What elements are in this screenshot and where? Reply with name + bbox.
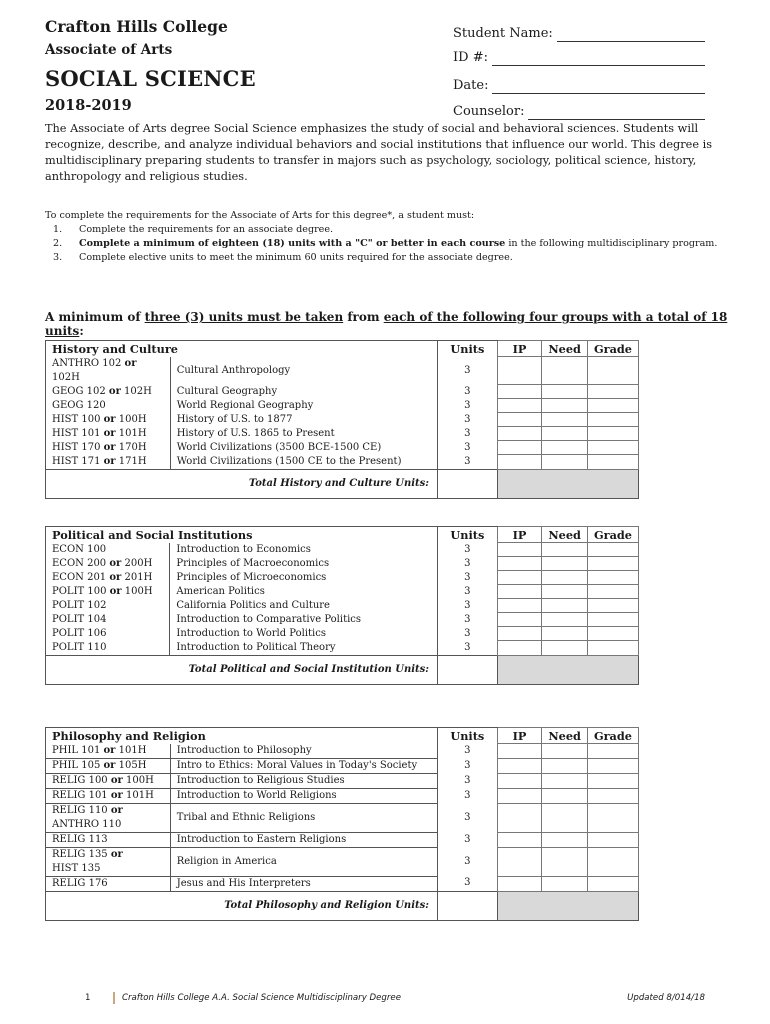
table-row: [46, 847, 639, 876]
course-code: HIST 100: [52, 413, 104, 425]
course-title: Introduction to World Religions: [170, 788, 437, 803]
or-text: or: [110, 804, 123, 816]
or-text: or: [109, 557, 122, 569]
alt-course-code: 102H: [120, 385, 152, 397]
course-code-cell: [46, 557, 170, 571]
updated-date: Updated 8/014/18: [627, 993, 705, 1003]
list-item: [53, 223, 725, 237]
course-title: World Regional Geography: [170, 399, 437, 413]
course-code: PHIL 105: [52, 759, 104, 771]
student-id-field[interactable]: [453, 42, 705, 66]
or-text: or: [110, 789, 123, 801]
group-name: Political and Social Institutions: [46, 527, 438, 543]
blank-line[interactable]: [492, 52, 705, 66]
ip-cell[interactable]: [497, 641, 542, 656]
heading-underlined: each of the following four groups with a total of 18 units: [45, 310, 728, 338]
course-units: 3: [437, 455, 497, 470]
course-code: GEOG 120: [52, 399, 106, 411]
table-row: [46, 641, 639, 656]
grade-cell[interactable]: [587, 599, 638, 613]
grade-cell[interactable]: [587, 441, 638, 455]
total-units-cell[interactable]: [437, 891, 497, 920]
table-row: [46, 413, 639, 427]
need-cell[interactable]: [542, 385, 588, 399]
units-header: Units: [437, 527, 497, 543]
need-cell[interactable]: [542, 413, 588, 427]
course-title: Cultural Geography: [170, 385, 437, 399]
grade-cell[interactable]: [587, 557, 638, 571]
ip-cell[interactable]: [497, 385, 542, 399]
course-title: History of U.S. to 1877: [170, 413, 437, 427]
grade-cell[interactable]: [587, 413, 638, 427]
course-code: RELIG 101: [52, 789, 111, 801]
ip-cell[interactable]: [497, 399, 542, 413]
shaded-cell: [497, 469, 638, 498]
ip-header: IP: [497, 341, 542, 357]
need-cell[interactable]: [542, 599, 588, 613]
grade-cell[interactable]: [587, 385, 638, 399]
course-code-cell: [46, 876, 171, 891]
shaded-cell: [497, 891, 638, 920]
total-row: [46, 469, 639, 498]
alt-course-code: 102H: [52, 371, 80, 383]
need-cell[interactable]: [542, 758, 588, 773]
groups-heading: [45, 310, 770, 338]
alt-course-code: 100H: [121, 585, 153, 597]
course-code-cell: [46, 599, 170, 613]
course-title: Introduction to World Politics: [170, 627, 438, 641]
program-title: SOCIAL SCIENCE: [45, 66, 256, 91]
course-code: POLIT 104: [52, 613, 107, 625]
table-row: [46, 571, 639, 585]
field-label: ID #:: [453, 50, 488, 65]
alt-course-code: 105H: [115, 759, 147, 771]
list-text: [79, 237, 717, 251]
requirements-lead: To complete the requirements for the Associate of Arts for this degree*, a student must:: [45, 210, 475, 221]
or-text: or: [103, 427, 116, 439]
course-code-cell: [46, 758, 171, 773]
course-units: 3: [437, 773, 497, 788]
table-row: [46, 455, 639, 470]
course-units: 3: [437, 847, 497, 876]
ip-cell[interactable]: [497, 413, 542, 427]
plain-text: in the following multidisciplinary program.: [505, 238, 718, 249]
ip-cell[interactable]: [497, 557, 542, 571]
ip-cell[interactable]: [497, 773, 542, 788]
course-code: RELIG 176: [52, 877, 108, 889]
or-text: or: [103, 441, 116, 453]
field-label: Counselor:: [453, 104, 525, 119]
heading-part: from: [343, 310, 384, 324]
need-cell[interactable]: [542, 773, 588, 788]
course-code-cell: [46, 571, 170, 585]
table-row: [46, 385, 639, 399]
need-cell[interactable]: [542, 585, 588, 599]
need-cell[interactable]: [542, 847, 588, 876]
course-code: ECON 200: [52, 557, 110, 569]
need-cell[interactable]: [542, 543, 588, 557]
or-text: or: [110, 848, 123, 860]
course-code-cell: [46, 357, 171, 385]
course-code-cell: [46, 627, 170, 641]
course-code-cell: [46, 641, 170, 656]
ip-cell[interactable]: [497, 599, 542, 613]
course-units: 3: [437, 613, 497, 627]
grade-cell[interactable]: [587, 571, 638, 585]
program-description: The Associate of Arts degree Social Science emphasizes the study of social and behavioral sciences. Students will recognize, describe, and analyze individual behaviors and social institutions that influence our world. This degree is multidisciplinary preparing students to transfer in majors such as psychology, sociology, political science, history, anthropology and religious studies.: [45, 122, 713, 183]
course-code: ANTHRO 102: [52, 357, 125, 369]
list-number: 1.: [53, 224, 63, 235]
total-units-cell[interactable]: [437, 655, 497, 684]
course-units: 3: [437, 803, 497, 832]
ip-cell[interactable]: [497, 847, 542, 876]
need-cell[interactable]: [542, 613, 588, 627]
shaded-cell: [497, 655, 638, 684]
course-units: 3: [437, 399, 497, 413]
course-code: ECON 201: [52, 571, 110, 583]
units-header: Units: [437, 728, 497, 744]
course-code: POLIT 102: [52, 599, 107, 611]
table-row: [46, 832, 639, 847]
table-row: [46, 803, 639, 832]
student-info-fields: [453, 18, 705, 120]
grade-header: Grade: [587, 728, 638, 744]
course-units: 3: [437, 758, 497, 773]
course-code: RELIG 135: [52, 848, 111, 860]
course-code: RELIG 100: [52, 774, 111, 786]
course-units: 3: [437, 599, 497, 613]
grade-cell[interactable]: [587, 758, 638, 773]
list-item: [53, 251, 725, 265]
need-cell[interactable]: [542, 832, 588, 847]
course-title: American Politics: [170, 585, 438, 599]
need-cell[interactable]: [542, 571, 588, 585]
table-row: [46, 758, 639, 773]
total-label: Total Philosophy and Religion Units:: [46, 891, 438, 920]
need-header: Need: [542, 341, 588, 357]
grade-cell[interactable]: [587, 773, 638, 788]
ip-cell[interactable]: [497, 876, 542, 891]
college-name: Crafton Hills College: [45, 17, 228, 36]
need-header: Need: [542, 728, 588, 744]
footer-divider: [113, 992, 115, 1004]
degree-type: Associate of Arts: [45, 42, 173, 58]
table-row: [46, 399, 639, 413]
course-code-cell: [46, 832, 171, 847]
alt-course-code: 101H: [122, 789, 154, 801]
course-units: 3: [437, 627, 497, 641]
course-title: Tribal and Ethnic Religions: [170, 803, 437, 832]
alt-course-code: 201H: [121, 571, 153, 583]
grade-header: Grade: [587, 527, 638, 543]
course-title: Introduction to Comparative Politics: [170, 613, 438, 627]
table-header-row: [46, 341, 639, 357]
ip-cell[interactable]: [497, 744, 542, 759]
alt-course-code: 101H: [115, 427, 147, 439]
total-row: [46, 891, 639, 920]
need-cell[interactable]: [542, 441, 588, 455]
grade-cell[interactable]: [587, 627, 638, 641]
list-number: 3.: [53, 252, 63, 263]
course-units: 3: [437, 585, 497, 599]
course-units: 3: [437, 744, 497, 759]
group-name: History and Culture: [46, 341, 438, 357]
grade-cell[interactable]: [587, 357, 638, 385]
need-cell[interactable]: [542, 455, 588, 470]
need-cell[interactable]: [542, 876, 588, 891]
list-item: [53, 237, 725, 251]
course-title: Jesus and His Interpreters: [170, 876, 437, 891]
ip-cell[interactable]: [497, 832, 542, 847]
field-label: Date:: [453, 78, 489, 93]
course-title: Introduction to Economics: [170, 543, 438, 557]
table-row: [46, 613, 639, 627]
or-text: or: [103, 744, 116, 756]
table-row: [46, 744, 639, 759]
course-code-cell: [46, 773, 171, 788]
or-text: or: [103, 455, 116, 467]
grade-cell[interactable]: [587, 788, 638, 803]
footer-title: Crafton Hills College A.A. Social Science Multidisciplinary Degree: [122, 993, 401, 1003]
table-row: [46, 543, 639, 557]
grade-cell[interactable]: [587, 613, 638, 627]
course-code-cell: [46, 847, 171, 876]
ip-cell[interactable]: [497, 441, 542, 455]
heading-part: A minimum of: [45, 310, 145, 324]
course-code: RELIG 113: [52, 833, 108, 845]
table-row: [46, 585, 639, 599]
course-code-cell: [46, 788, 171, 803]
table-row: [46, 441, 639, 455]
page-number: 1: [85, 993, 91, 1003]
course-units: 3: [437, 876, 497, 891]
or-text: or: [109, 571, 122, 583]
course-code-cell: [46, 455, 171, 470]
course-title: Introduction to Political Theory: [170, 641, 438, 656]
or-text: or: [110, 774, 123, 786]
total-label: Total History and Culture Units:: [46, 469, 438, 498]
course-title: Introduction to Eastern Religions: [170, 832, 437, 847]
list-text: Complete the requirements for an associate degree.: [79, 224, 334, 235]
alt-course-code: 200H: [121, 557, 153, 569]
course-code: HIST 170: [52, 441, 104, 453]
course-units: 3: [437, 385, 497, 399]
or-text: or: [108, 385, 121, 397]
or-text: or: [124, 357, 137, 369]
course-code-cell: [46, 385, 171, 399]
course-units: 3: [437, 571, 497, 585]
bold-text: Complete a minimum of eighteen (18) units with a "C" or better in each course: [79, 238, 506, 249]
course-units: 3: [437, 427, 497, 441]
ip-header: IP: [497, 728, 542, 744]
course-units: 3: [437, 543, 497, 557]
alt-course-code: ANTHRO 110: [52, 818, 122, 830]
table-header-row: [46, 527, 639, 543]
date-field[interactable]: [453, 70, 705, 94]
total-units-cell[interactable]: [437, 469, 497, 498]
units-header: Units: [437, 341, 497, 357]
need-cell[interactable]: [542, 627, 588, 641]
ip-header: IP: [497, 527, 542, 543]
course-title: Principles of Microeconomics: [170, 571, 438, 585]
requirements: [45, 209, 725, 265]
table-row: [46, 599, 639, 613]
table-row: [46, 627, 639, 641]
need-cell[interactable]: [542, 557, 588, 571]
course-code: ECON 100: [52, 543, 107, 555]
course-code: PHIL 101: [52, 744, 104, 756]
blank-line[interactable]: [492, 80, 705, 94]
course-code-cell: [46, 585, 170, 599]
course-code: GEOG 102: [52, 385, 109, 397]
course-units: 3: [437, 413, 497, 427]
course-code-cell: [46, 399, 171, 413]
grade-cell[interactable]: [587, 847, 638, 876]
ip-cell[interactable]: [497, 571, 542, 585]
grade-cell[interactable]: [587, 427, 638, 441]
group-name: Philosophy and Religion: [46, 728, 438, 744]
course-code: POLIT 100: [52, 585, 110, 597]
ip-cell[interactable]: [497, 357, 542, 385]
heading-part: :: [79, 324, 84, 338]
need-cell[interactable]: [542, 427, 588, 441]
or-text: or: [103, 759, 116, 771]
need-cell[interactable]: [542, 641, 588, 656]
ip-cell[interactable]: [497, 613, 542, 627]
grade-cell[interactable]: [587, 803, 638, 832]
grade-cell[interactable]: [587, 399, 638, 413]
grade-cell[interactable]: [587, 641, 638, 656]
course-units: 3: [437, 441, 497, 455]
course-code-cell: [46, 613, 170, 627]
table-row: [46, 427, 639, 441]
or-text: or: [109, 585, 122, 597]
course-code-cell: [46, 803, 171, 832]
course-title: History of U.S. 1865 to Present: [170, 427, 437, 441]
ip-cell[interactable]: [497, 788, 542, 803]
blank-line[interactable]: [557, 28, 705, 42]
alt-course-code: 171H: [115, 455, 147, 467]
alt-course-code: 100H: [115, 413, 147, 425]
ip-cell[interactable]: [497, 758, 542, 773]
grade-cell[interactable]: [587, 876, 638, 891]
student-name-field[interactable]: [453, 18, 705, 42]
list-text: Complete elective units to meet the minimum 60 units required for the associate degree.: [79, 252, 513, 263]
table-row: [46, 773, 639, 788]
total-label: Total Political and Social Institution Units:: [46, 655, 438, 684]
grade-cell[interactable]: [587, 543, 638, 557]
course-code-cell: [46, 427, 171, 441]
grade-cell[interactable]: [587, 832, 638, 847]
catalog-year: 2018-2019: [45, 97, 132, 114]
grade-cell[interactable]: [587, 585, 638, 599]
grade-header: Grade: [587, 341, 638, 357]
course-units: 3: [437, 641, 497, 656]
need-cell[interactable]: [542, 788, 588, 803]
blank-line[interactable]: [528, 106, 705, 120]
alt-course-code: 170H: [115, 441, 147, 453]
course-code: POLIT 106: [52, 627, 107, 639]
ip-cell[interactable]: [497, 585, 542, 599]
course-code: HIST 101: [52, 427, 104, 439]
or-text: or: [103, 413, 116, 425]
list-number: 2.: [53, 238, 63, 249]
course-group-table: [45, 526, 639, 685]
course-title: Intro to Ethics: Moral Values in Today's Society: [170, 758, 437, 773]
course-group-table: [45, 727, 639, 921]
course-title: World Civilizations (3500 BCE-1500 CE): [170, 441, 437, 455]
need-header: Need: [542, 527, 588, 543]
table-row: [46, 557, 639, 571]
grade-cell[interactable]: [587, 455, 638, 470]
course-group-table: [45, 340, 639, 499]
course-code-cell: [46, 744, 171, 759]
course-code: POLIT 110: [52, 641, 107, 653]
ip-cell[interactable]: [497, 455, 542, 470]
course-title: Principles of Macroeconomics: [170, 557, 438, 571]
alt-course-code: 100H: [122, 774, 154, 786]
table-header-row: [46, 728, 639, 744]
table-row: [46, 357, 639, 385]
ip-cell[interactable]: [497, 543, 542, 557]
course-code-cell: [46, 543, 170, 557]
ip-cell[interactable]: [497, 627, 542, 641]
requirements-list: [53, 223, 725, 265]
course-units: 3: [437, 357, 497, 385]
need-cell[interactable]: [542, 744, 588, 759]
alt-course-code: HIST 135: [52, 862, 101, 874]
ip-cell[interactable]: [497, 427, 542, 441]
counselor-field[interactable]: [453, 96, 705, 120]
table-row: [46, 788, 639, 803]
total-row: [46, 655, 639, 684]
course-title: California Politics and Culture: [170, 599, 438, 613]
need-cell[interactable]: [542, 357, 588, 385]
grade-cell[interactable]: [587, 744, 638, 759]
course-title: Introduction to Religious Studies: [170, 773, 437, 788]
course-title: World Civilizations (1500 CE to the Present): [170, 455, 437, 470]
ip-cell[interactable]: [497, 803, 542, 832]
table-row: [46, 876, 639, 891]
need-cell[interactable]: [542, 399, 588, 413]
course-units: 3: [437, 557, 497, 571]
course-title: Cultural Anthropology: [170, 357, 437, 385]
header-titles: [45, 16, 256, 116]
course-title: Religion in America: [170, 847, 437, 876]
heading-underlined: three (3) units must be taken: [144, 310, 344, 324]
course-code-cell: [46, 413, 171, 427]
alt-course-code: 101H: [115, 744, 147, 756]
header: [45, 16, 705, 119]
course-code: RELIG 110: [52, 804, 111, 816]
course-units: 3: [437, 788, 497, 803]
course-units: 3: [437, 832, 497, 847]
course-code: HIST 171: [52, 455, 104, 467]
course-code-cell: [46, 441, 171, 455]
need-cell[interactable]: [542, 803, 588, 832]
course-title: Introduction to Philosophy: [170, 744, 437, 759]
field-label: Student Name:: [453, 26, 553, 41]
